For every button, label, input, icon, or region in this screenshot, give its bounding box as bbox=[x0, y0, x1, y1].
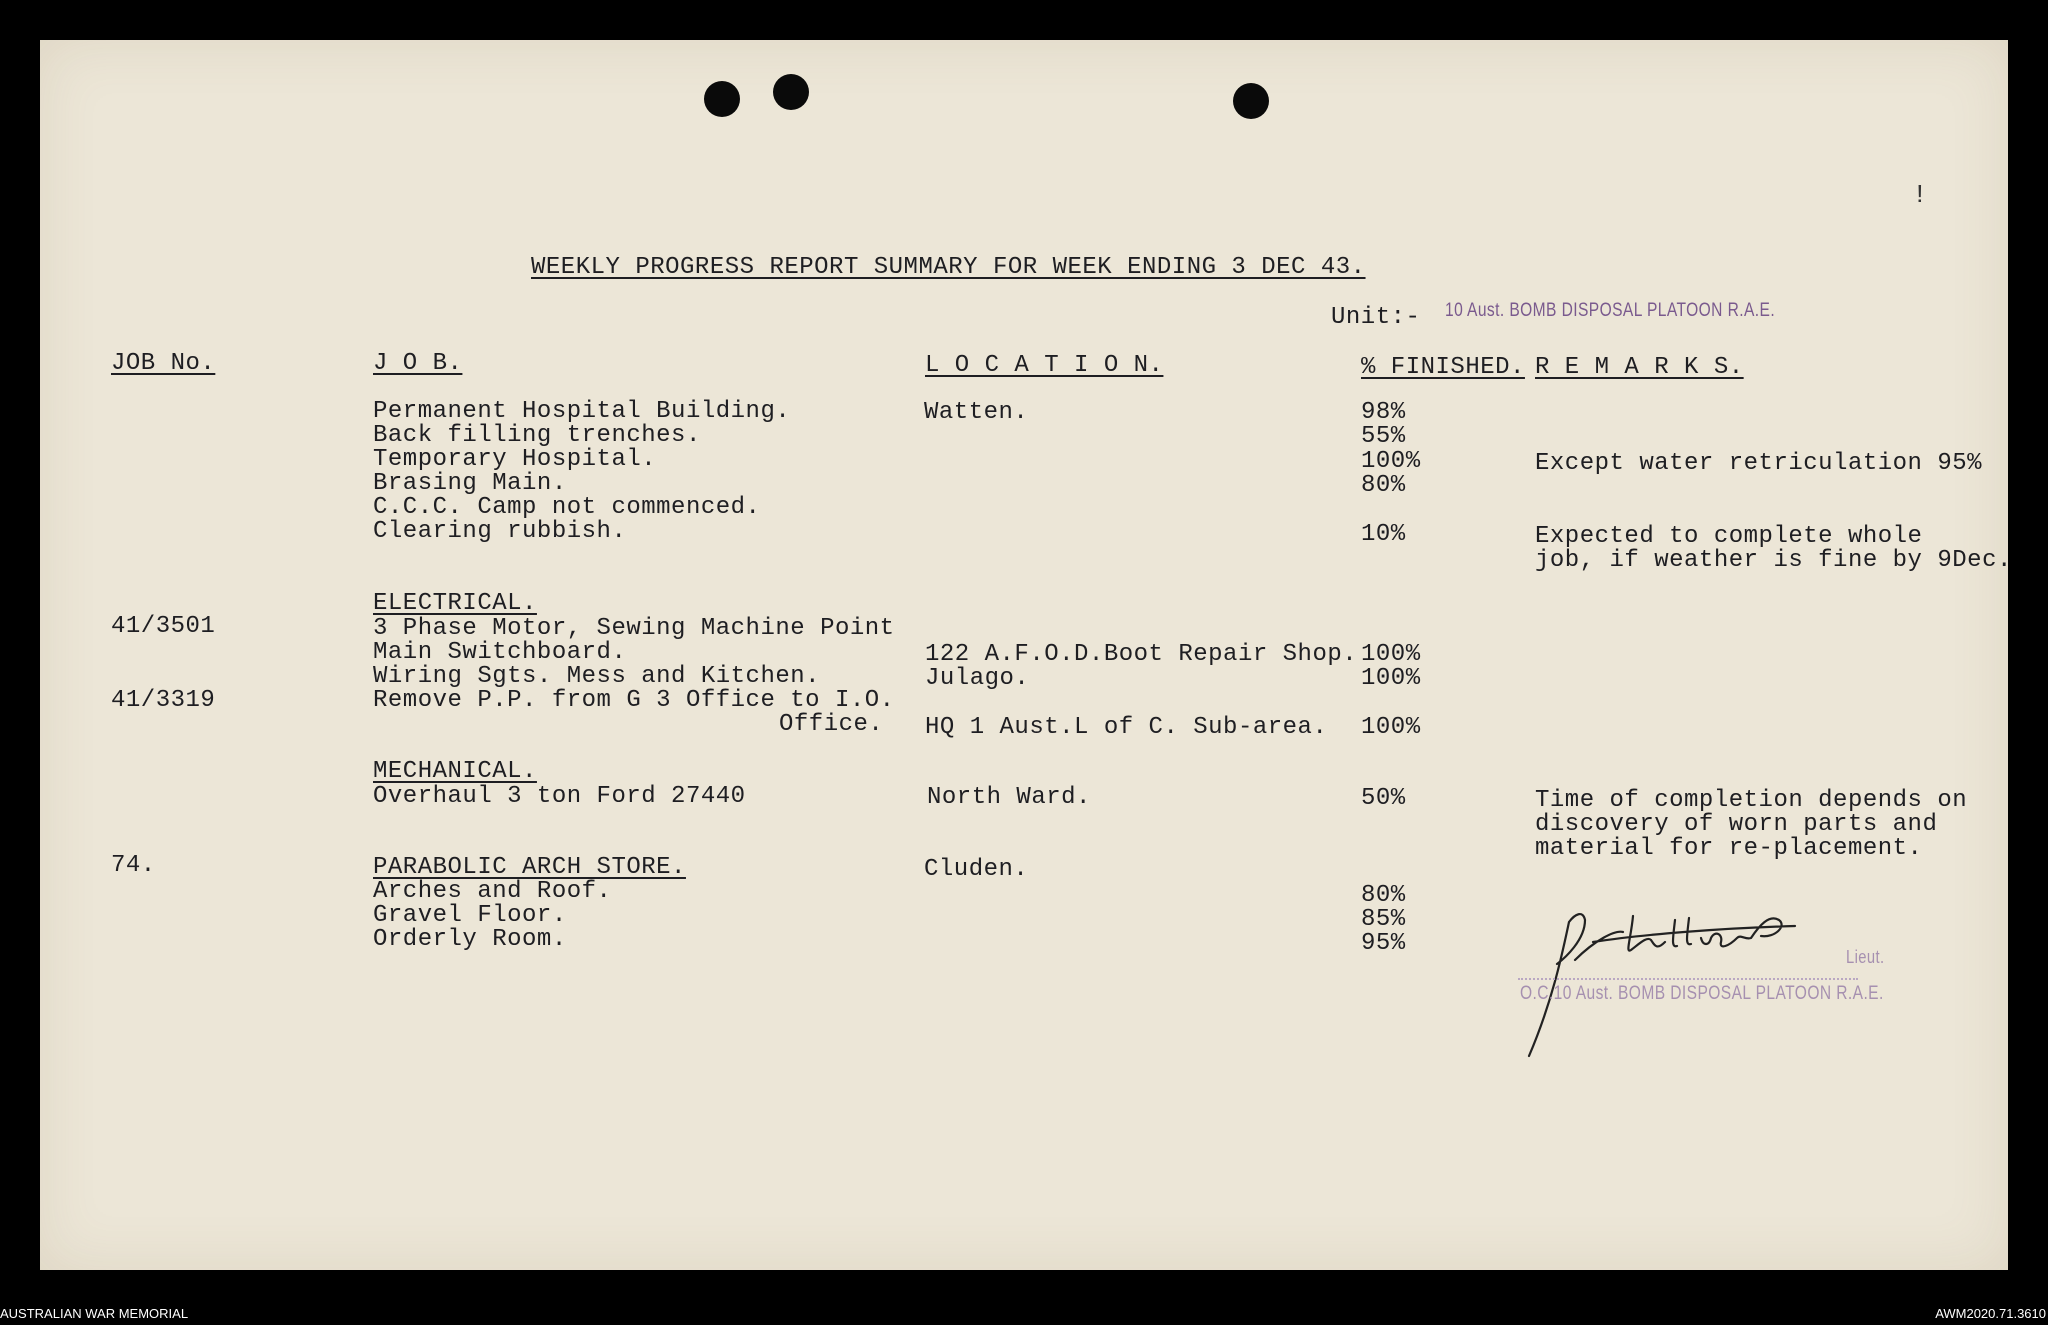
job-cell: 3 Phase Motor, Sewing Machine Point bbox=[373, 615, 895, 642]
header-finished: % FINISHED. bbox=[1361, 354, 1525, 381]
job-cell: Temporary Hospital. bbox=[373, 446, 657, 473]
finished-cell: 80% bbox=[1361, 472, 1406, 499]
finished-cell: 100% bbox=[1361, 448, 1421, 475]
job-cell: Arches and Roof. bbox=[373, 878, 612, 905]
finished-cell: 100% bbox=[1361, 665, 1421, 692]
finished-cell: 55% bbox=[1361, 423, 1406, 450]
job-cell: C.C.C. Camp not commenced. bbox=[373, 494, 761, 521]
job-cell: Clearing rubbish. bbox=[373, 518, 627, 545]
punch-hole bbox=[704, 81, 740, 117]
punch-hole bbox=[773, 74, 809, 110]
header-remarks: R E M A R K S. bbox=[1535, 354, 1744, 381]
finished-cell: 100% bbox=[1361, 641, 1421, 668]
finished-cell: 80% bbox=[1361, 882, 1406, 909]
rank-label: Lieut. bbox=[1846, 947, 1885, 967]
finished-cell: 50% bbox=[1361, 785, 1406, 812]
remarks-cell: material for re-placement. bbox=[1535, 835, 1923, 862]
remarks-cell: job, if weather is fine by 9Dec. bbox=[1535, 547, 2012, 574]
header-job-no: JOB No. bbox=[111, 350, 216, 377]
job-cell: Permanent Hospital Building. bbox=[373, 398, 791, 425]
footer-accession-number: AWM2020.71.3610 bbox=[1935, 1306, 2046, 1321]
footer-institution: AUSTRALIAN WAR MEMORIAL bbox=[0, 1306, 189, 1321]
officer-stamp: O.C.10 Aust. BOMB DISPOSAL PLATOON R.A.E. bbox=[1520, 983, 1884, 1004]
finished-cell: 100% bbox=[1361, 714, 1421, 741]
unit-stamp: 10 Aust. BOMB DISPOSAL PLATOON R.A.E. bbox=[1445, 300, 1776, 321]
location-cell: HQ 1 Aust.L of C. Sub-area. bbox=[925, 714, 1328, 741]
finished-cell: 10% bbox=[1361, 521, 1406, 548]
header-job: J O B. bbox=[373, 350, 463, 377]
location-cell: Julago. bbox=[925, 665, 1030, 692]
job-cell: Brasing Main. bbox=[373, 470, 567, 497]
remarks-cell: Time of completion depends on bbox=[1535, 787, 1968, 814]
finished-cell: 85% bbox=[1361, 906, 1406, 933]
remarks-cell: Expected to complete whole bbox=[1535, 523, 1923, 550]
job-cell: Gravel Floor. bbox=[373, 902, 567, 929]
job-no-cell: 74. bbox=[111, 852, 156, 879]
job-no-cell: 41/3501 bbox=[111, 613, 216, 640]
signature-line bbox=[1518, 978, 1858, 980]
job-cell: Wiring Sgts. Mess and Kitchen. bbox=[373, 663, 821, 690]
handwritten-signature bbox=[1505, 880, 1875, 1080]
margin-mark: ! bbox=[1912, 180, 1928, 210]
location-cell: 122 A.F.O.D.Boot Repair Shop. bbox=[925, 641, 1358, 668]
location-cell: North Ward. bbox=[927, 784, 1091, 811]
section-heading-parabolic-arch-store: PARABOLIC ARCH STORE. bbox=[373, 854, 686, 881]
finished-cell: 95% bbox=[1361, 930, 1406, 957]
remarks-cell: discovery of worn parts and bbox=[1535, 811, 1938, 838]
job-cell: Remove P.P. from G 3 Office to I.O. bbox=[373, 687, 895, 714]
header-location: L O C A T I O N. bbox=[925, 352, 1164, 379]
remarks-cell: Except water retriculation 95% bbox=[1535, 450, 1983, 477]
job-cell: Office. bbox=[779, 711, 884, 738]
section-heading-electrical: ELECTRICAL. bbox=[373, 590, 537, 617]
job-cell: Orderly Room. bbox=[373, 926, 567, 953]
location-cell: Watten. bbox=[924, 399, 1029, 426]
finished-cell: 98% bbox=[1361, 399, 1406, 426]
report-title: WEEKLY PROGRESS REPORT SUMMARY FOR WEEK ENDING 3 DEC 43. bbox=[531, 254, 1366, 281]
section-heading-mechanical: MECHANICAL. bbox=[373, 758, 537, 785]
unit-label: Unit:- bbox=[1331, 304, 1421, 331]
punch-hole bbox=[1233, 83, 1269, 119]
job-cell: Overhaul 3 ton Ford 27440 bbox=[373, 783, 746, 810]
location-cell: Cluden. bbox=[924, 856, 1029, 883]
job-no-cell: 41/3319 bbox=[111, 687, 216, 714]
job-cell: Back filling trenches. bbox=[373, 422, 701, 449]
job-cell: Main Switchboard. bbox=[373, 639, 627, 666]
